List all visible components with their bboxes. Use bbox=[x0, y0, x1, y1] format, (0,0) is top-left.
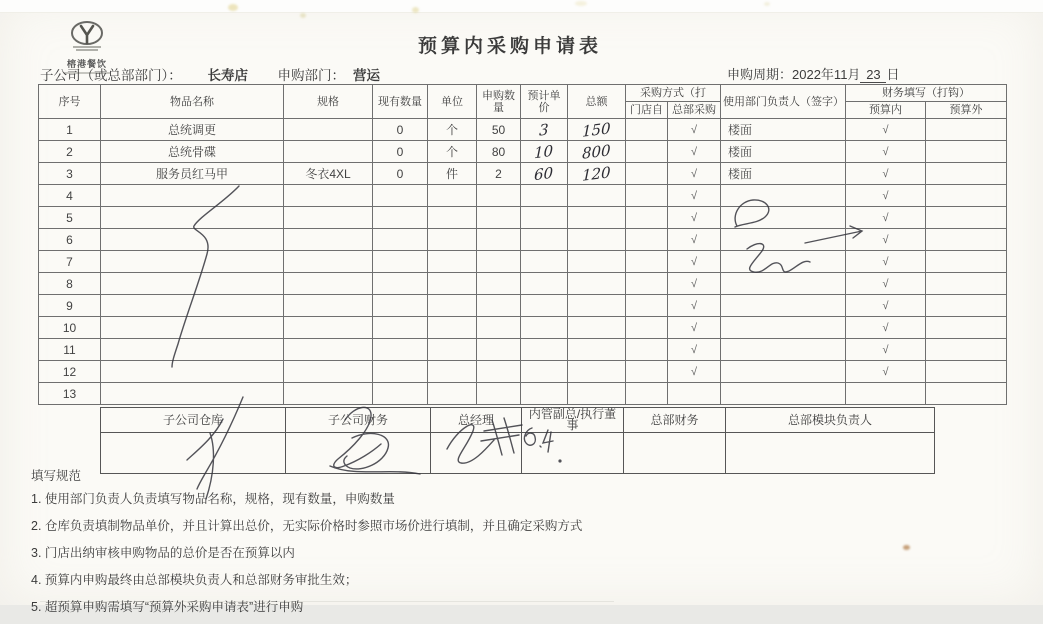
cell-no: 1 bbox=[39, 119, 101, 141]
cell-existing-qty: 0 bbox=[373, 141, 428, 163]
cell-purchase-qty: 80 bbox=[477, 141, 521, 163]
cell-item-name bbox=[101, 229, 284, 251]
cell-unit: 个 bbox=[428, 119, 477, 141]
cell-total bbox=[568, 383, 626, 405]
cell-store-self-check bbox=[626, 185, 668, 207]
cell-existing-qty bbox=[373, 273, 428, 295]
cell-in-budget-check: √ bbox=[846, 229, 926, 251]
table-row bbox=[39, 295, 1007, 317]
cell-no: 7 bbox=[39, 251, 101, 273]
cell-unit-price bbox=[521, 141, 568, 163]
cell-unit-price bbox=[521, 317, 568, 339]
cell-spec: 冬衣4XL bbox=[284, 163, 373, 185]
cell-no: 12 bbox=[39, 361, 101, 383]
cell-unit-price bbox=[521, 361, 568, 383]
cell-total bbox=[568, 317, 626, 339]
cell-hq-purchase-check: √ bbox=[668, 339, 721, 361]
cell-dept-head bbox=[721, 207, 846, 229]
col-header-spec: 规格 bbox=[284, 85, 373, 119]
cell-store-self-check bbox=[626, 207, 668, 229]
logo-brand-text: 榕港餐饮 bbox=[66, 59, 107, 69]
cell-unit: 个 bbox=[428, 141, 477, 163]
period-day-suffix: 日 bbox=[886, 67, 900, 82]
cell-unit bbox=[428, 383, 477, 405]
col-header-hq-purchase: 总部采购 bbox=[668, 102, 721, 119]
cell-total bbox=[568, 251, 626, 273]
cell-purchase-qty bbox=[477, 295, 521, 317]
cell-unit-price bbox=[521, 163, 568, 185]
cell-store-self-check bbox=[626, 295, 668, 317]
cell-store-self-check bbox=[626, 119, 668, 141]
cell-spec bbox=[284, 273, 373, 295]
col-header-dept-head: 使用部门负责人（签字） bbox=[721, 85, 846, 119]
cell-purchase-qty bbox=[477, 251, 521, 273]
cell-total bbox=[568, 185, 626, 207]
cell-unit-price bbox=[521, 229, 568, 251]
cell-unit bbox=[428, 317, 477, 339]
cell-in-budget-check: √ bbox=[846, 207, 926, 229]
dept-label: 申购部门 bbox=[277, 68, 332, 83]
cell-item-name: 总统骨碟 bbox=[101, 141, 284, 163]
cell-dept-head bbox=[721, 295, 846, 317]
table-row bbox=[39, 361, 1007, 383]
cell-item-name: 服务员红马甲 bbox=[101, 163, 284, 185]
col-header-finance: 财务填写（打钩） bbox=[846, 85, 1007, 102]
cell-hq-purchase-check: √ bbox=[668, 317, 721, 339]
cell-purchase-qty bbox=[477, 383, 521, 405]
cell-no: 3 bbox=[39, 163, 101, 185]
approval-header-sub-warehouse: 子公司仓库 bbox=[101, 408, 286, 433]
cell-unit-price bbox=[521, 207, 568, 229]
cell-hq-purchase-check: √ bbox=[668, 207, 721, 229]
cell-existing-qty bbox=[373, 207, 428, 229]
cell-no: 8 bbox=[39, 273, 101, 295]
cell-item-name bbox=[101, 317, 284, 339]
approval-header-hq-finance: 总部财务 bbox=[624, 408, 726, 433]
company-label: 子公司（或总部部门）： bbox=[40, 68, 182, 83]
cell-unit-price bbox=[521, 251, 568, 273]
cell-dept-head bbox=[721, 229, 846, 251]
col-header-existing: 现有数量 bbox=[373, 85, 428, 119]
cell-hq-purchase-check bbox=[668, 383, 721, 405]
cell-purchase-qty: 2 bbox=[477, 163, 521, 185]
company-value: 长寿店 bbox=[182, 64, 274, 85]
cell-existing-qty bbox=[373, 185, 428, 207]
cell-store-self-check bbox=[626, 273, 668, 295]
cell-out-budget-check bbox=[926, 163, 1007, 185]
table-row bbox=[39, 207, 1007, 229]
cell-in-budget-check: √ bbox=[846, 361, 926, 383]
handwritten-total: 150 bbox=[582, 118, 611, 141]
table-row bbox=[39, 141, 1007, 163]
cell-purchase-qty bbox=[477, 207, 521, 229]
cell-purchase-qty bbox=[477, 317, 521, 339]
cell-no: 13 bbox=[39, 383, 101, 405]
cell-dept-head: 楼面 bbox=[721, 119, 846, 141]
stain bbox=[300, 13, 306, 18]
cell-dept-head bbox=[721, 361, 846, 383]
cell-out-budget-check bbox=[926, 141, 1007, 163]
col-header-out-budget: 预算外 bbox=[926, 102, 1007, 119]
cell-hq-purchase-check: √ bbox=[668, 295, 721, 317]
cell-out-budget-check bbox=[926, 119, 1007, 141]
cell-in-budget-check: √ bbox=[846, 141, 926, 163]
cell-no: 4 bbox=[39, 185, 101, 207]
cell-existing-qty bbox=[373, 317, 428, 339]
cell-spec bbox=[284, 207, 373, 229]
cell-existing-qty bbox=[373, 251, 428, 273]
cell-store-self-check bbox=[626, 339, 668, 361]
dept-value: 营运 bbox=[345, 64, 431, 85]
notes-title: 填写规范 bbox=[31, 469, 82, 483]
cell-out-budget-check bbox=[926, 339, 1007, 361]
cell-purchase-qty: 50 bbox=[477, 119, 521, 141]
cell-total bbox=[568, 119, 626, 141]
cell-spec bbox=[284, 119, 373, 141]
cell-total bbox=[568, 295, 626, 317]
cell-hq-purchase-check: √ bbox=[668, 273, 721, 295]
cell-store-self-check bbox=[626, 141, 668, 163]
cell-existing-qty bbox=[373, 339, 428, 361]
table-row bbox=[39, 317, 1007, 339]
stain bbox=[412, 7, 419, 13]
cell-item-name bbox=[101, 339, 284, 361]
cell-unit bbox=[428, 361, 477, 383]
col-header-qty: 申购数量 bbox=[477, 85, 521, 119]
cell-out-budget-check bbox=[926, 185, 1007, 207]
approval-header-sub-finance: 子公司财务 bbox=[286, 408, 431, 433]
cell-store-self-check bbox=[626, 383, 668, 405]
table-row bbox=[39, 251, 1007, 273]
cell-spec bbox=[284, 251, 373, 273]
cell-spec bbox=[284, 185, 373, 207]
cell-unit bbox=[428, 273, 477, 295]
cell-dept-head bbox=[721, 339, 846, 361]
dept-colon: ： bbox=[331, 68, 346, 83]
cell-existing-qty bbox=[373, 229, 428, 251]
handwritten-total: 120 bbox=[582, 162, 611, 185]
note-line: 2. 仓库负责填制物品单价，并且计算出总价，无实际价格时参照市场价进行填制，并且确定采购方式 bbox=[31, 519, 583, 533]
approval-table bbox=[100, 407, 935, 474]
cell-hq-purchase-check: √ bbox=[668, 251, 721, 273]
cell-unit: 件 bbox=[428, 163, 477, 185]
cell-dept-head bbox=[721, 317, 846, 339]
page-title: 预算内采购申请表 bbox=[417, 36, 602, 57]
stain bbox=[575, 1, 587, 6]
cell-hq-purchase-check: √ bbox=[668, 229, 721, 251]
cell-total bbox=[568, 141, 626, 163]
cell-total bbox=[568, 339, 626, 361]
cell-purchase-qty bbox=[477, 229, 521, 251]
col-header-unit: 单位 bbox=[428, 85, 477, 119]
cell-total bbox=[568, 361, 626, 383]
cell-spec bbox=[284, 229, 373, 251]
cell-store-self-check bbox=[626, 317, 668, 339]
cell-existing-qty: 0 bbox=[373, 119, 428, 141]
cell-unit-price bbox=[521, 339, 568, 361]
cell-out-budget-check bbox=[926, 207, 1007, 229]
cell-out-budget-check bbox=[926, 383, 1007, 405]
cell-dept-head bbox=[721, 383, 846, 405]
cell-existing-qty bbox=[373, 383, 428, 405]
cell-in-budget-check: √ bbox=[846, 273, 926, 295]
cell-existing-qty bbox=[373, 361, 428, 383]
cell-unit-price bbox=[521, 273, 568, 295]
cell-unit-price bbox=[521, 295, 568, 317]
cell-total bbox=[568, 229, 626, 251]
cell-out-budget-check bbox=[926, 295, 1007, 317]
cell-no: 6 bbox=[39, 229, 101, 251]
cell-dept-head: 楼面 bbox=[721, 141, 846, 163]
cell-store-self-check bbox=[626, 229, 668, 251]
cell-out-budget-check bbox=[926, 273, 1007, 295]
period-year-month: 2022年11月 bbox=[792, 67, 861, 82]
cell-purchase-qty bbox=[477, 185, 521, 207]
cell-dept-head bbox=[721, 251, 846, 273]
table-row bbox=[39, 119, 1007, 141]
cell-hq-purchase-check: √ bbox=[668, 119, 721, 141]
cell-hq-purchase-check: √ bbox=[668, 361, 721, 383]
table-row bbox=[39, 339, 1007, 361]
col-header-total: 总额 bbox=[568, 85, 626, 119]
stain bbox=[903, 545, 910, 550]
cell-item-name bbox=[101, 361, 284, 383]
table-row bbox=[39, 383, 1007, 405]
cell-spec bbox=[284, 361, 373, 383]
cell-dept-head bbox=[721, 273, 846, 295]
cell-in-budget-check: √ bbox=[846, 339, 926, 361]
cell-store-self-check bbox=[626, 361, 668, 383]
cell-item-name bbox=[101, 251, 284, 273]
cell-store-self-check bbox=[626, 251, 668, 273]
approval-header-hq-module-lead: 总部模块负责人 bbox=[726, 408, 935, 433]
cell-item-name: 总统调更 bbox=[101, 119, 284, 141]
cell-purchase-qty bbox=[477, 361, 521, 383]
cell-item-name bbox=[101, 273, 284, 295]
cell-in-budget-check: √ bbox=[846, 295, 926, 317]
logo-mark bbox=[52, 20, 122, 54]
purchase-period bbox=[727, 64, 899, 83]
approval-header-gm: 总经理 bbox=[431, 408, 522, 433]
cell-item-name bbox=[101, 185, 284, 207]
cell-item-name bbox=[101, 207, 284, 229]
cell-no: 2 bbox=[39, 141, 101, 163]
cell-spec bbox=[284, 141, 373, 163]
handwritten-unit-price: 3 bbox=[539, 119, 549, 140]
cell-unit bbox=[428, 185, 477, 207]
cell-item-name bbox=[101, 295, 284, 317]
table-row bbox=[39, 229, 1007, 251]
approval-header-vp-director: 内管副总/执行董事 bbox=[522, 408, 624, 433]
col-header-name: 物品名称 bbox=[101, 85, 284, 119]
col-header-purchase-method: 采购方式（打 bbox=[626, 85, 721, 102]
cell-out-budget-check bbox=[926, 361, 1007, 383]
cell-existing-qty bbox=[373, 295, 428, 317]
table-row bbox=[39, 185, 1007, 207]
cell-out-budget-check bbox=[926, 229, 1007, 251]
table-row bbox=[39, 273, 1007, 295]
notes-section bbox=[31, 466, 671, 624]
handwritten-unit-price: 60 bbox=[534, 163, 554, 184]
purchase-table bbox=[38, 84, 1007, 405]
stain bbox=[764, 2, 770, 6]
cell-hq-purchase-check: √ bbox=[668, 163, 721, 185]
handwritten-total: 800 bbox=[582, 140, 611, 163]
col-header-est-price: 预计单价 bbox=[521, 85, 568, 119]
cell-hq-purchase-check: √ bbox=[668, 185, 721, 207]
cell-spec bbox=[284, 295, 373, 317]
cell-spec bbox=[284, 317, 373, 339]
cell-no: 10 bbox=[39, 317, 101, 339]
cell-in-budget-check bbox=[846, 383, 926, 405]
cell-unit bbox=[428, 339, 477, 361]
cell-unit-price bbox=[521, 185, 568, 207]
cell-unit bbox=[428, 229, 477, 251]
cell-unit bbox=[428, 207, 477, 229]
cell-in-budget-check: √ bbox=[846, 251, 926, 273]
cell-spec bbox=[284, 383, 373, 405]
cell-no: 11 bbox=[39, 339, 101, 361]
cell-unit-price bbox=[521, 383, 568, 405]
cell-out-budget-check bbox=[926, 317, 1007, 339]
cell-in-budget-check: √ bbox=[846, 185, 926, 207]
note-line: 4. 预算内申购最终由总部模块负责人和总部财务审批生效； bbox=[31, 573, 358, 587]
cell-unit-price bbox=[521, 119, 568, 141]
table-row bbox=[39, 163, 1007, 185]
cell-unit bbox=[428, 295, 477, 317]
cell-dept-head: 楼面 bbox=[721, 163, 846, 185]
cell-purchase-qty bbox=[477, 339, 521, 361]
col-header-in-budget: 预算内 bbox=[846, 102, 926, 119]
period-label: 申购周期： bbox=[727, 67, 793, 82]
cell-existing-qty: 0 bbox=[373, 163, 428, 185]
col-header-store-self: 门店自 bbox=[626, 102, 668, 119]
cell-dept-head bbox=[721, 185, 846, 207]
cell-in-budget-check: √ bbox=[846, 163, 926, 185]
period-day: 23 bbox=[860, 67, 886, 83]
cell-total bbox=[568, 273, 626, 295]
cell-no: 9 bbox=[39, 295, 101, 317]
note-line: 5. 超预算申购需填写“预算外采购申请表”进行申购 bbox=[31, 600, 304, 614]
col-header-no: 序号 bbox=[39, 85, 101, 119]
cell-purchase-qty bbox=[477, 273, 521, 295]
approval-signature-cell bbox=[726, 433, 935, 474]
note-line: 3. 门店出纳审核申购物品的总价是否在预算以内 bbox=[31, 546, 295, 560]
cell-out-budget-check bbox=[926, 251, 1007, 273]
cell-hq-purchase-check: √ bbox=[668, 141, 721, 163]
cell-in-budget-check: √ bbox=[846, 317, 926, 339]
cell-in-budget-check: √ bbox=[846, 119, 926, 141]
cell-total bbox=[568, 163, 626, 185]
cell-item-name bbox=[101, 383, 284, 405]
stain bbox=[228, 4, 238, 11]
form-header-line bbox=[40, 64, 431, 85]
scan-edge-top bbox=[0, 0, 1043, 13]
cell-unit bbox=[428, 251, 477, 273]
cell-no: 5 bbox=[39, 207, 101, 229]
handwritten-unit-price: 10 bbox=[534, 141, 554, 162]
note-line: 1. 使用部门负责人负责填写物品名称，规格，现有数量，申购数量 bbox=[31, 492, 395, 506]
cell-total bbox=[568, 207, 626, 229]
cell-spec bbox=[284, 339, 373, 361]
cell-store-self-check bbox=[626, 163, 668, 185]
